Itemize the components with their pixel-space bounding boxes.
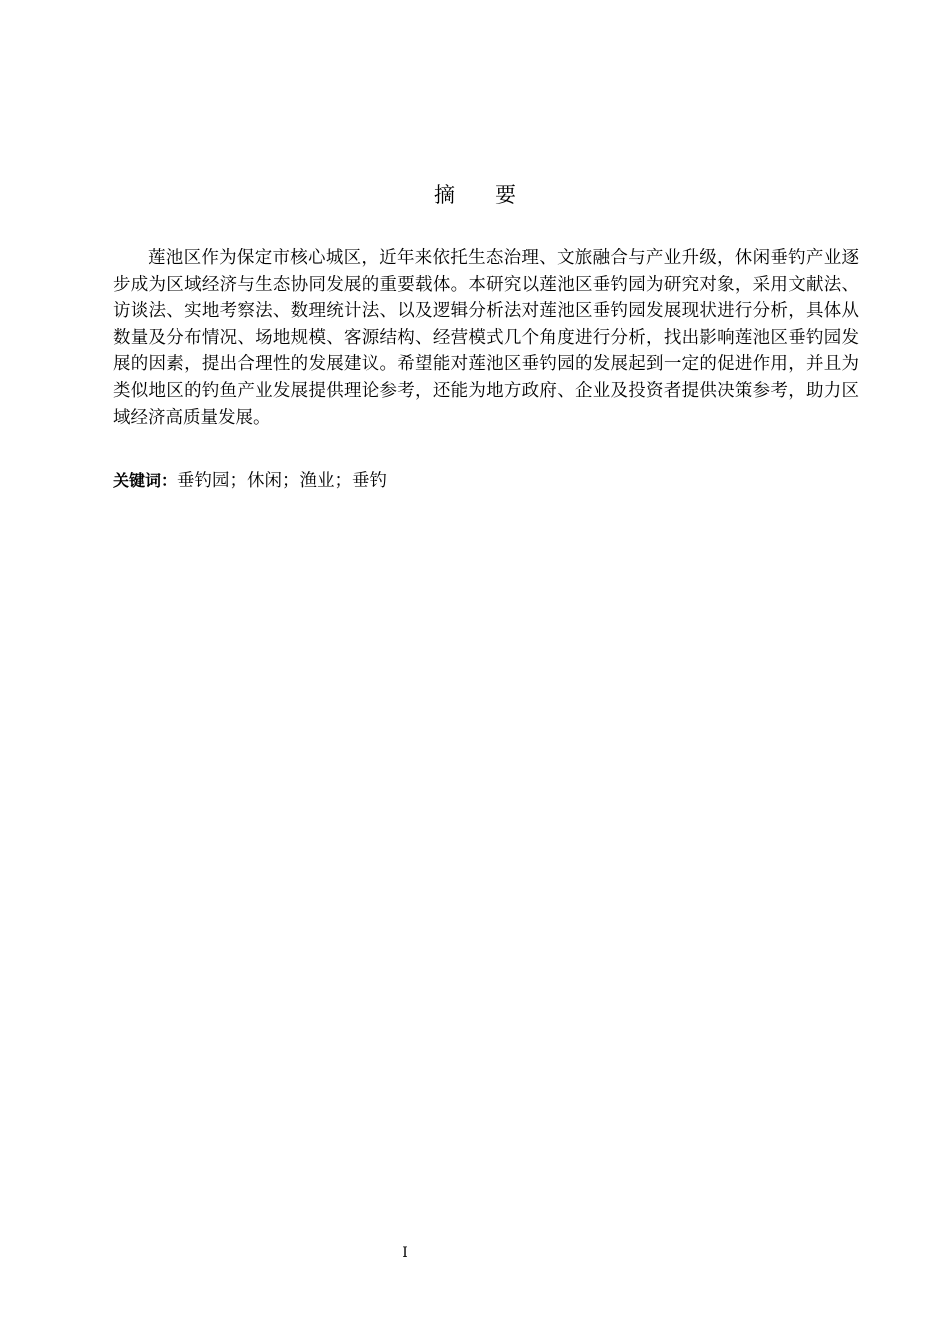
keywords-line: [113, 468, 859, 494]
abstract-title: 摘要: [434, 183, 556, 207]
page-number: I: [402, 1245, 408, 1261]
keywords-list: 垂钓园；休闲；渔业；垂钓: [177, 471, 388, 491]
keywords-label: 关键词：: [113, 471, 178, 490]
abstract-body: 莲池区作为保定市核心城区，近年来依托生态治理、文旅融合与产业升级，休闲垂钓产业逐步成为区域经济与生态协同发展的重要载体。本研究以莲池区垂钓园为研究对象，采用文献法、访谈法、实地考察法、数理统计法、以及逻辑分析法对莲池区垂钓园发展现状进行分析，具体从数量及分布情况、场地规模、客源结构、经营模式几个角度进行分析，找出影响莲池区垂钓园发展的因素，提出合理性的发展建议。希望能对莲池区垂钓园的发展起到一定的促进作用，并且为类似地区的钓鱼产业发展提供理论参考，还能为地方政府、企业及投资者提供决策参考，助力区域经济高质量发展。: [113, 248, 859, 428]
